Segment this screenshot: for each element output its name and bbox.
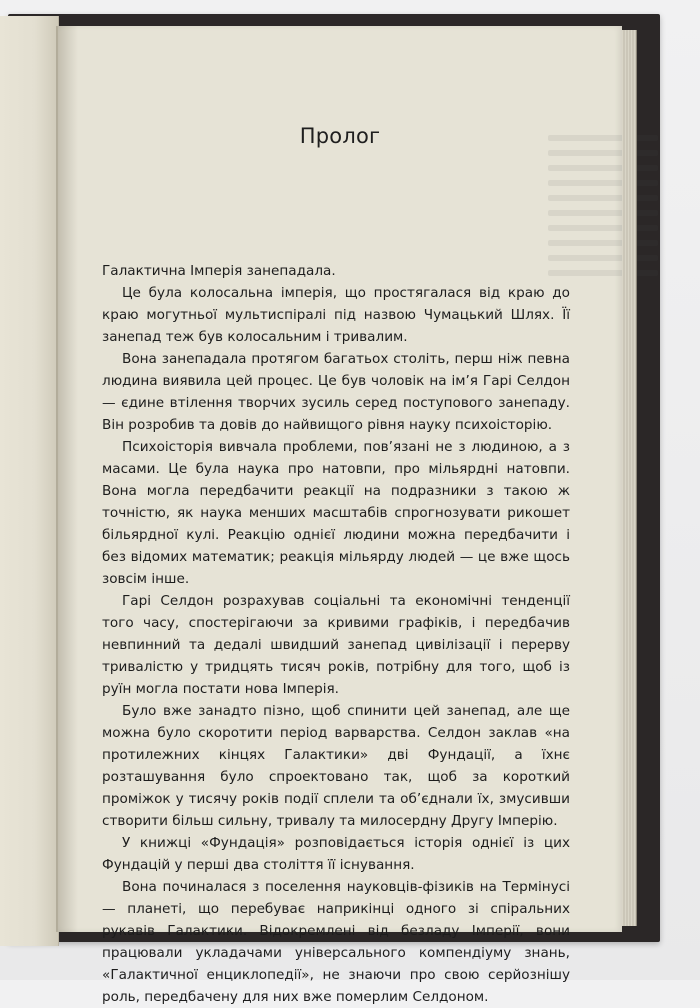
paragraph-2: Це була колосальна імперія, що простягалася від краю до краю могутньої мультиспіралі під назвою Чумацький Шлях. Її занепад теж був колосальним і тривалим. — [102, 285, 570, 345]
page-gutter-shadow — [56, 26, 78, 932]
prologue-text — [102, 260, 570, 1008]
paragraph-1: Галактична Імперія занепадала. — [102, 263, 336, 279]
paragraph-5: Гарі Селдон розрахував соціальні та економічні тенденції того часу, спостерігаючи за кривими графіків, і передбачив невпинний та дедалі швидший занепад цивілізації і перерву тривалістю у тридцять тисяч років, потрібну для того, щоб із руїн могла постати нова Імперія. — [102, 593, 570, 697]
paragraph-4: Психоісторія вивчала проблеми, пов’язані не з людиною, а з масами. Це була наука про натовпи, про мільярдні натовпи. Вона могла передбачити реакції на подразники з такою ж точністю, як наука менших масштабів спрогнозувати рикошет більярдної кулі. Реакцію однієї людини можна передбачити і без відомих математик; реакція мільярду людей — це вже щось зовсім інше. — [102, 439, 570, 587]
left-page — [0, 16, 59, 946]
page-edges — [622, 30, 637, 926]
paragraph-8: Вона починалася з поселення науковців-фізиків на Термінусі — планеті, що перебуває наприкінці одного зі спіральних рукавів Галактики. Відокремлені від безладу Імперії, вони працювали укладачами універсального компендіуму знань, «Галактичної енциклопедії», не знаючи про свою серйознішу роль, передбачену для них вже померлим Селдоном. — [102, 879, 570, 1005]
paragraph-6: Було вже занадто пізно, щоб спинити цей занепад, але ще можна було скоротити період варварства. Селдон заклав «на протилежних кінцях Галактики» дві Фундації, а їхнє розташування було спроектовано так, щоб за короткий проміжок у тисячу років події сплели та об’єднали їх, змусивши створити більш сильну, тривалу та милосердну Другу Імперію. — [102, 703, 570, 829]
paragraph-7: У книжці «Фундація» розповідається історія однієї із цих Фундацій у перші два століття її існування. — [102, 835, 570, 873]
chapter-title: Пролог — [299, 124, 381, 148]
paragraph-3: Вона занепадала протягом багатьох століть, перш ніж певна людина виявила цей процес. Це був чоловік на ім’я Гарі Селдон — єдине втілення творчих зусиль серед поступового занепаду. Він розробив та довів до найвищого рівня науку психоісторію. — [102, 351, 570, 433]
